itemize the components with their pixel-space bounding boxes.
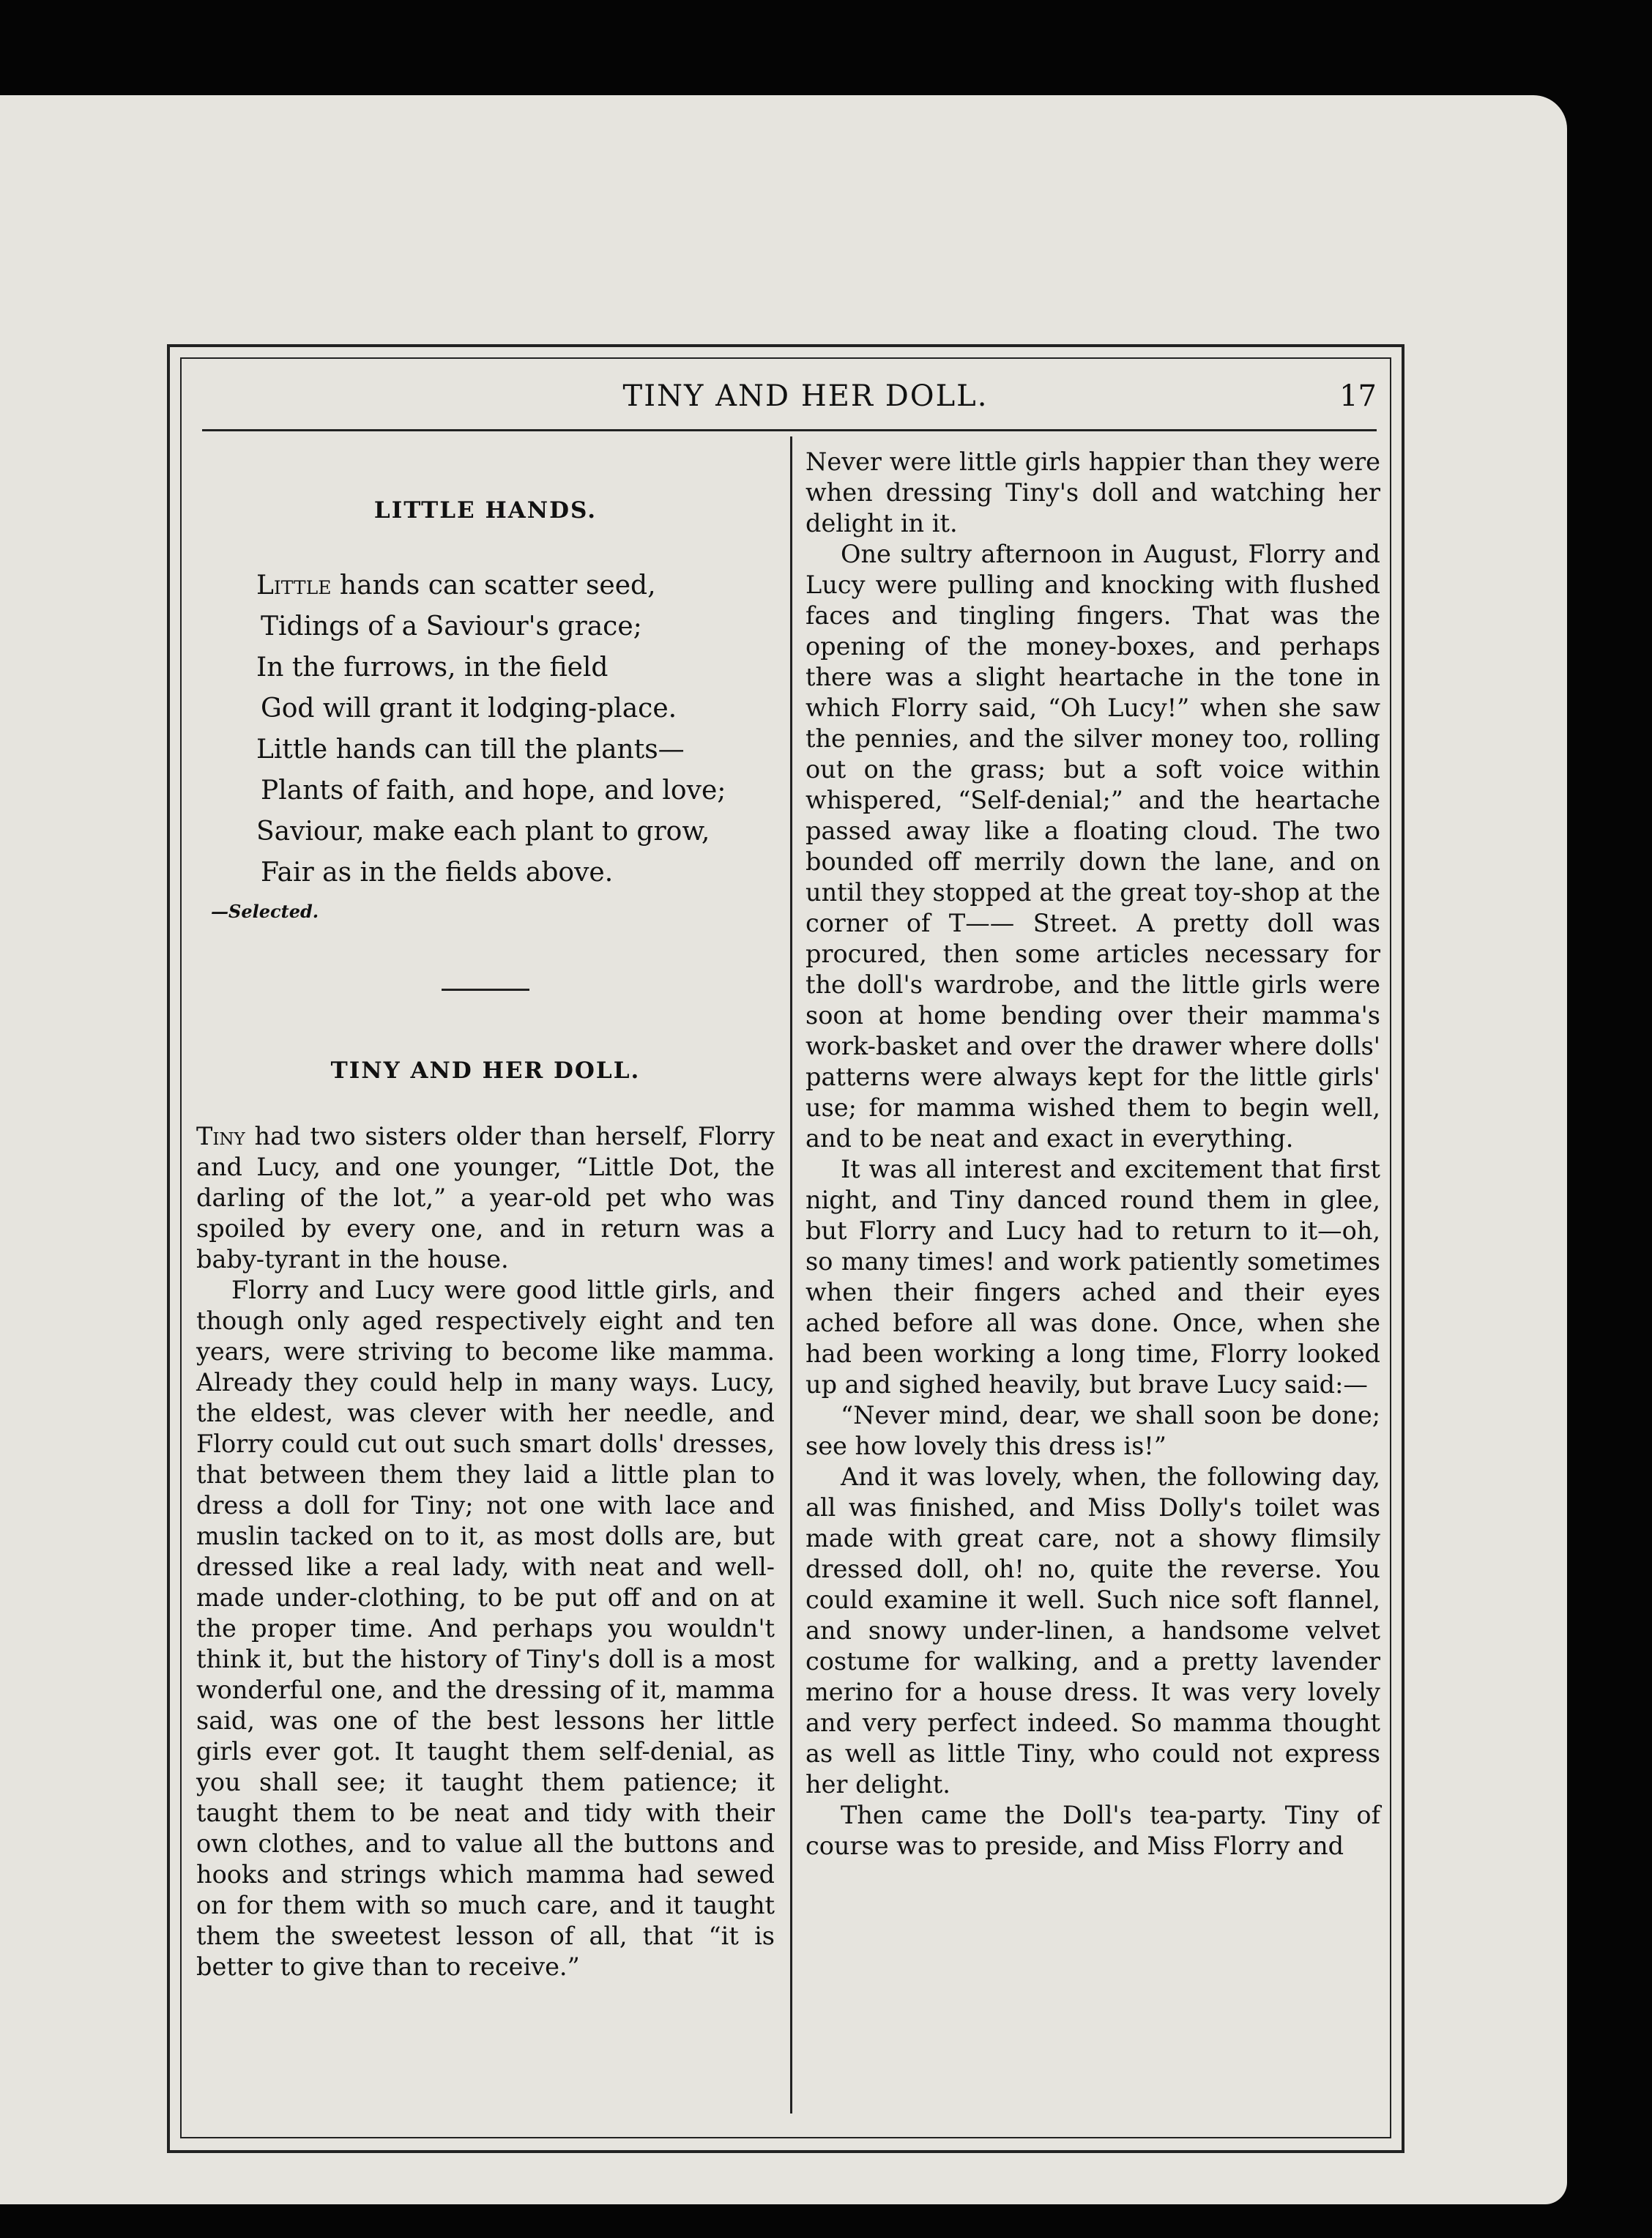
poem-first-line-rest: hands can scatter seed, <box>331 570 656 601</box>
section-rule <box>442 989 529 991</box>
poem-line <box>196 565 775 606</box>
story-paragraph: “Never mind, dear, we shall soon be done; see how lovely this dress is!” <box>805 1401 1380 1460</box>
running-title: TINY AND HER DOLL. <box>622 379 989 413</box>
story-paragraph: And it was lovely, when, the following day, all was finished, and Miss Dolly's toilet was made with great care, not a showy flimsily dressed doll, oh! no, quite the reverse. You could examine it well. Such nice soft flannel, and snowy under-linen, a handsome velvet costume for walking, and a pretty lavender merino for a house dress. It was very lovely and very perfect indeed. So mamma thought as well as little Tiny, who could not express her delight. <box>805 1462 1380 1799</box>
story-paragraph: Never were little girls happier than they were when dressing Tiny's doll and watching her delight in it. <box>805 447 1380 538</box>
poem-line: Little hands can till the plants— <box>256 735 685 765</box>
header-rule <box>202 429 1377 431</box>
poem-line: Saviour, make each plant to grow, <box>256 817 710 847</box>
story-title: TINY AND HER DOLL. <box>330 1057 641 1084</box>
story-paragraph <box>196 1121 775 1275</box>
poem-credit: —Selected. <box>211 901 319 922</box>
story-first-word: Tiny <box>196 1122 245 1150</box>
right-column <box>805 447 1380 1862</box>
poem-line: Tidings of a Saviour's grace; <box>261 611 642 642</box>
poem-title: LITTLE HANDS. <box>373 497 598 524</box>
story-paragraph: It was all interest and excitement that first night, and Tiny danced round them in glee, but Florry and Lucy had to return to it—oh, so many times! and work patiently sometimes when their fingers ached and their eyes ached before all was done. Once, when she had been working a long time, Florry looked up and sighed heavily, but brave Lucy said:— <box>805 1155 1380 1399</box>
poem-line: Plants of faith, and hope, and love; <box>261 776 726 806</box>
story-paragraph: Then came the Doll's tea-party. Tiny of course was to preside, and Miss Florry and <box>805 1801 1380 1860</box>
column-divider <box>790 436 792 2114</box>
poem <box>196 565 775 893</box>
poem-first-word: Little <box>256 570 332 601</box>
poem-line: God will grant it lodging-place. <box>261 694 677 724</box>
left-column <box>196 447 775 1982</box>
story-paragraph-text: had two sisters older than herself, Florry and Lucy, and one younger, “Little Dot, the darling of the lot,” a year-old pet who was spoiled by every one, and in return was a baby-tyrant in the house. <box>196 1122 775 1274</box>
poem-line: Fair as in the fields above. <box>261 858 614 888</box>
page-number: 17 <box>1339 379 1377 413</box>
poem-line: In the furrows, in the field <box>256 653 609 683</box>
story-paragraph: Florry and Lucy were good little girls, and though only aged respectively eight and ten years, were striving to become like mamma. Already they could help in many ways. Lucy, the eldest, was clever with her needle, and Florry could cut out such smart dolls' dresses, that between them they laid a little plan to dress a doll for Tiny; not one with lace and muslin tacked on to it, as most dolls are, but dressed like a real lady, with neat and well-made under-clothing, to be put off and on at the proper time. And perhaps you wouldn't think it, but the history of Tiny's doll is a most wonderful one, and the dressing of it, mamma said, was one of the best lessons her little girls ever got. It taught them self-denial, as you shall see; it taught them patience; it taught them to be neat and tidy with their own clothes, and to value all the buttons and hooks and strings which mamma had sewed on for them with so much care, and it taught them the sweetest lesson of all, that “it is better to give than to receive.” <box>196 1276 775 1981</box>
story-paragraph: One sultry afternoon in August, Florry and Lucy were pulling and knocking with flushed faces and tingling fingers. That was the opening of the money-boxes, and perhaps there was a slight heartache in the tone in which Florry said, “Oh Lucy!” when she saw the pennies, and the silver money too, rolling out on the grass; but a soft voice within whispered, “Self-denial;” and the heartache passed away like a floating cloud. The two bounded off merrily down the lane, and on until they stopped at the great toy-shop at the corner of T—— Street. A pretty doll was procured, then some articles necessary for the doll's wardrobe, and the little girls were soon at home bending over their mamma's work-basket and over the drawer where dolls' patterns were always kept for the little girls' use; for mamma wished them to begin well, and to be neat and exact in everything. <box>805 540 1380 1153</box>
